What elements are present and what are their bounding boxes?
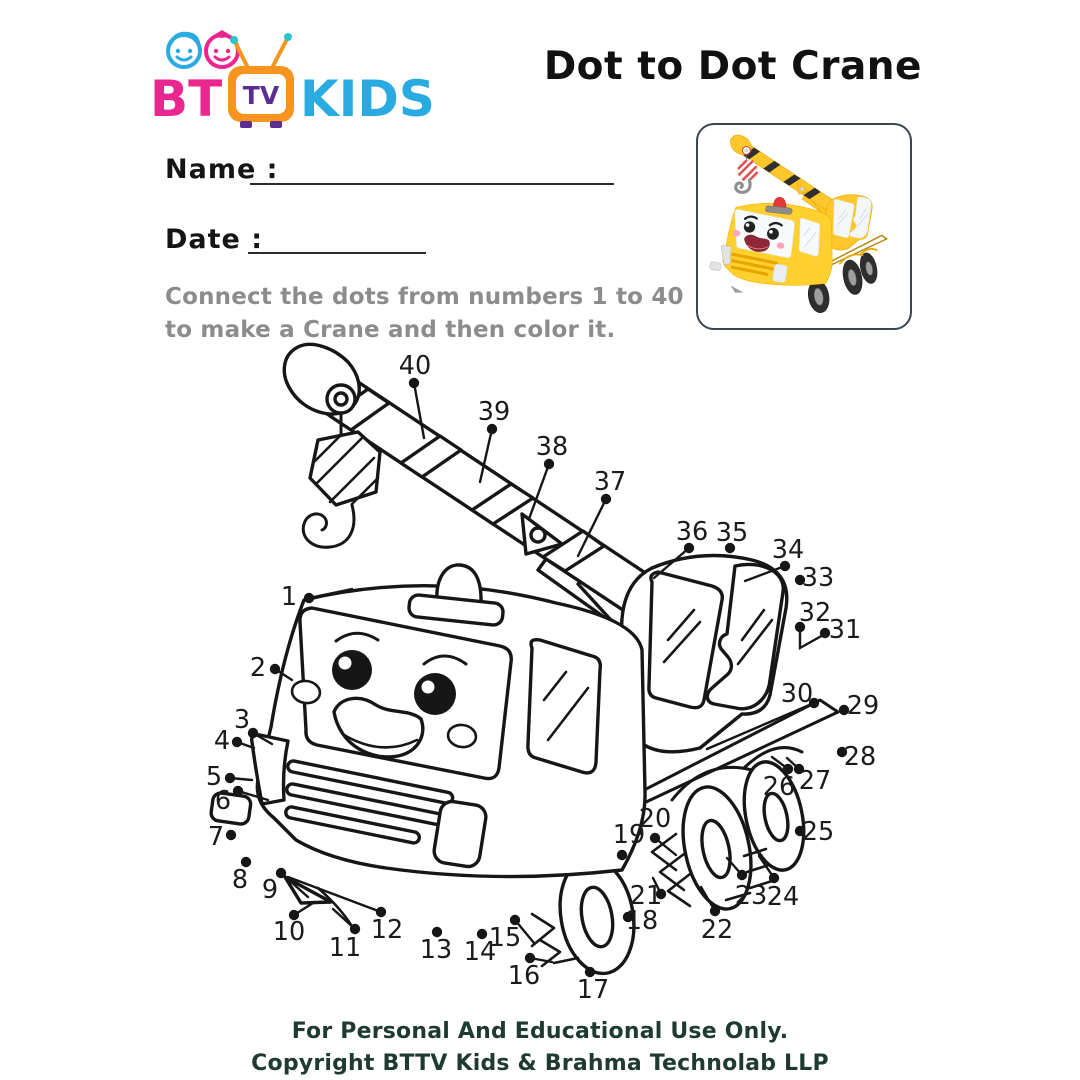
dot-label-20: 20 (638, 804, 672, 834)
dot-label-37: 37 (593, 467, 627, 497)
dot-label-33: 33 (801, 563, 835, 593)
dot-1 (304, 593, 314, 603)
dot-label-31: 31 (828, 615, 862, 645)
instructions-line-1: Connect the dots from numbers 1 to 40 (165, 284, 684, 310)
dot-label-35: 35 (715, 518, 749, 548)
dot-label-6: 6 (214, 786, 232, 816)
dot-label-11: 11 (328, 933, 362, 963)
dot-label-5: 5 (205, 762, 223, 792)
logo-text-bt: BT (150, 70, 223, 128)
dot-4 (232, 737, 242, 747)
dot-label-14: 14 (463, 937, 497, 967)
dot-20 (650, 833, 660, 843)
dot-label-12: 12 (370, 915, 404, 945)
dot-label-19: 19 (612, 820, 646, 850)
dot-label-34: 34 (771, 535, 805, 565)
dot-label-17: 17 (576, 975, 610, 1005)
dot-label-9: 9 (261, 875, 279, 905)
dot-label-36: 36 (675, 517, 709, 547)
dot-7 (226, 830, 236, 840)
name-label: Name : (165, 154, 279, 185)
dot-label-8: 8 (231, 865, 249, 895)
dot-label-13: 13 (419, 935, 453, 965)
dot-6 (233, 786, 243, 796)
logo-text-tv: TV (242, 81, 280, 110)
dot-label-23: 23 (734, 881, 768, 911)
dot-label-38: 38 (535, 432, 569, 462)
dot-label-18: 18 (625, 906, 659, 936)
dot-label-39: 39 (477, 397, 511, 427)
dot-2 (270, 664, 280, 674)
dot-19 (617, 850, 627, 860)
dot-label-30: 30 (780, 679, 814, 709)
dot-label-3: 3 (233, 705, 251, 735)
dot-5 (225, 773, 235, 783)
dot-23 (737, 870, 747, 880)
dot-label-16: 16 (507, 961, 541, 991)
footer-line-1: For Personal And Educational Use Only. (291, 1019, 789, 1044)
dot-label-22: 22 (700, 915, 734, 945)
date-label: Date : (165, 224, 264, 255)
dot-label-26: 26 (762, 772, 796, 802)
dot-label-15: 15 (488, 923, 522, 953)
dot-label-24: 24 (766, 882, 800, 912)
dot-label-21: 21 (629, 881, 663, 911)
dot-label-2: 2 (249, 653, 267, 683)
dot-label-7: 7 (207, 822, 225, 852)
dot-label-10: 10 (272, 917, 306, 947)
dot-label-29: 29 (846, 691, 880, 721)
dot-label-1: 1 (280, 582, 298, 612)
dot-label-4: 4 (213, 726, 231, 756)
dot-label-32: 32 (798, 598, 832, 628)
dot-label-25: 25 (801, 817, 835, 847)
instructions-line-2: to make a Crane and then color it. (165, 316, 616, 343)
dot-label-40: 40 (398, 351, 432, 381)
footer (0, 1016, 1080, 1080)
logo-text-kids: KIDS (300, 70, 435, 128)
dot-label-28: 28 (843, 742, 877, 772)
page-title: Dot to Dot Crane (543, 44, 922, 89)
footer-line-2: Copyright BTTV Kids & Brahma Technolab LLP (251, 1050, 829, 1076)
dot-label-27: 27 (798, 766, 832, 796)
